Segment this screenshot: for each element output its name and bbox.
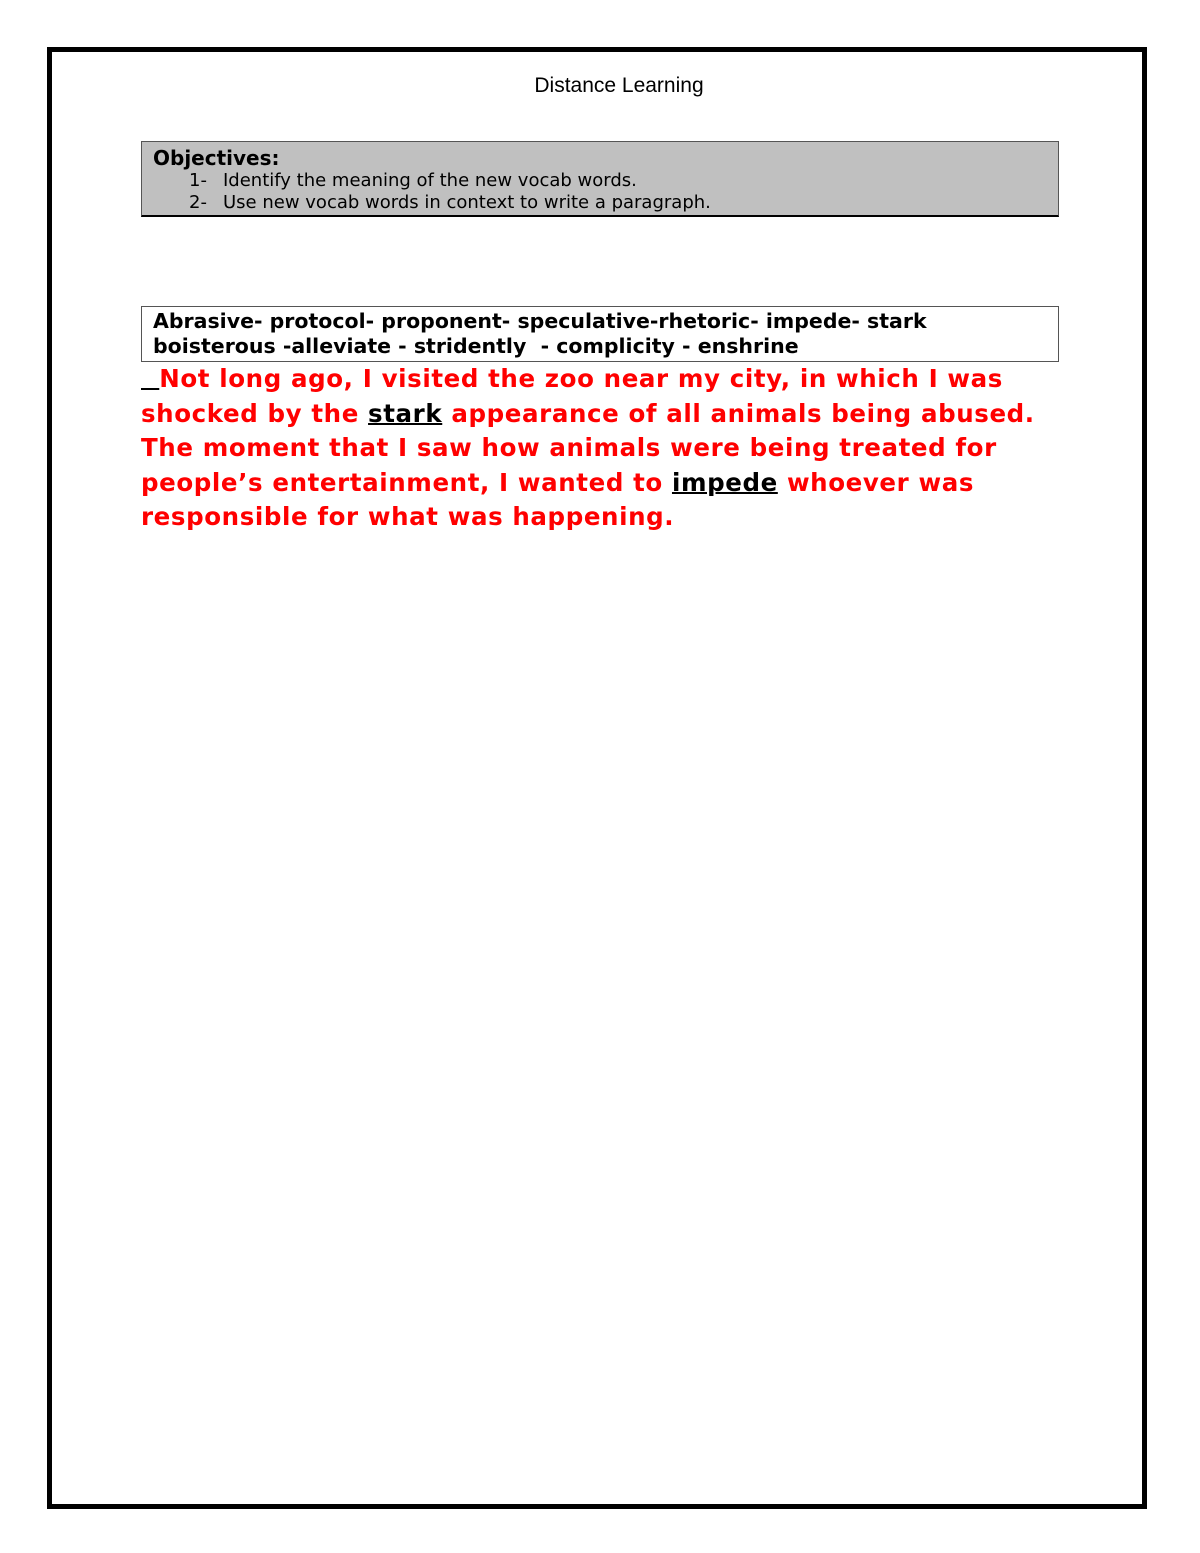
objectives-box bbox=[141, 141, 1059, 217]
document-title: Distance Learning bbox=[534, 74, 704, 97]
objective-item bbox=[189, 192, 1048, 214]
paragraph-text-3: whoever was responsible for what was happening. bbox=[141, 467, 975, 531]
student-paragraph bbox=[141, 362, 1061, 535]
objectives-list bbox=[153, 170, 1048, 214]
objective-item bbox=[189, 170, 1048, 192]
objectives-heading: Objectives: bbox=[153, 146, 280, 170]
vocab-word-stark: stark bbox=[368, 398, 443, 428]
objective-number: 2- bbox=[189, 192, 207, 213]
objective-text: Identify the meaning of the new vocab words. bbox=[223, 170, 637, 191]
paragraph-text-1: Not long ago, I visited the zoo near my city, in which I was shocked by the bbox=[141, 364, 1003, 428]
answer-blank bbox=[141, 364, 159, 393]
vocabulary-line-2: boisterous -alleviate - stridently - complicity - enshrine bbox=[153, 334, 799, 358]
vocab-word-impede: impede bbox=[671, 467, 778, 497]
vocabulary-box bbox=[141, 306, 1059, 362]
page-border bbox=[47, 47, 1147, 1509]
objective-number: 1- bbox=[189, 170, 207, 191]
vocabulary-line-1: Abrasive- protocol- proponent- speculative-rhetoric- impede- stark bbox=[153, 309, 927, 333]
objective-text: Use new vocab words in context to write a paragraph. bbox=[223, 192, 711, 213]
paragraph-text-2: appearance of all animals being abused. The moment that I saw how animals were being treated for people’s entertainment, I wanted to bbox=[141, 398, 1035, 497]
